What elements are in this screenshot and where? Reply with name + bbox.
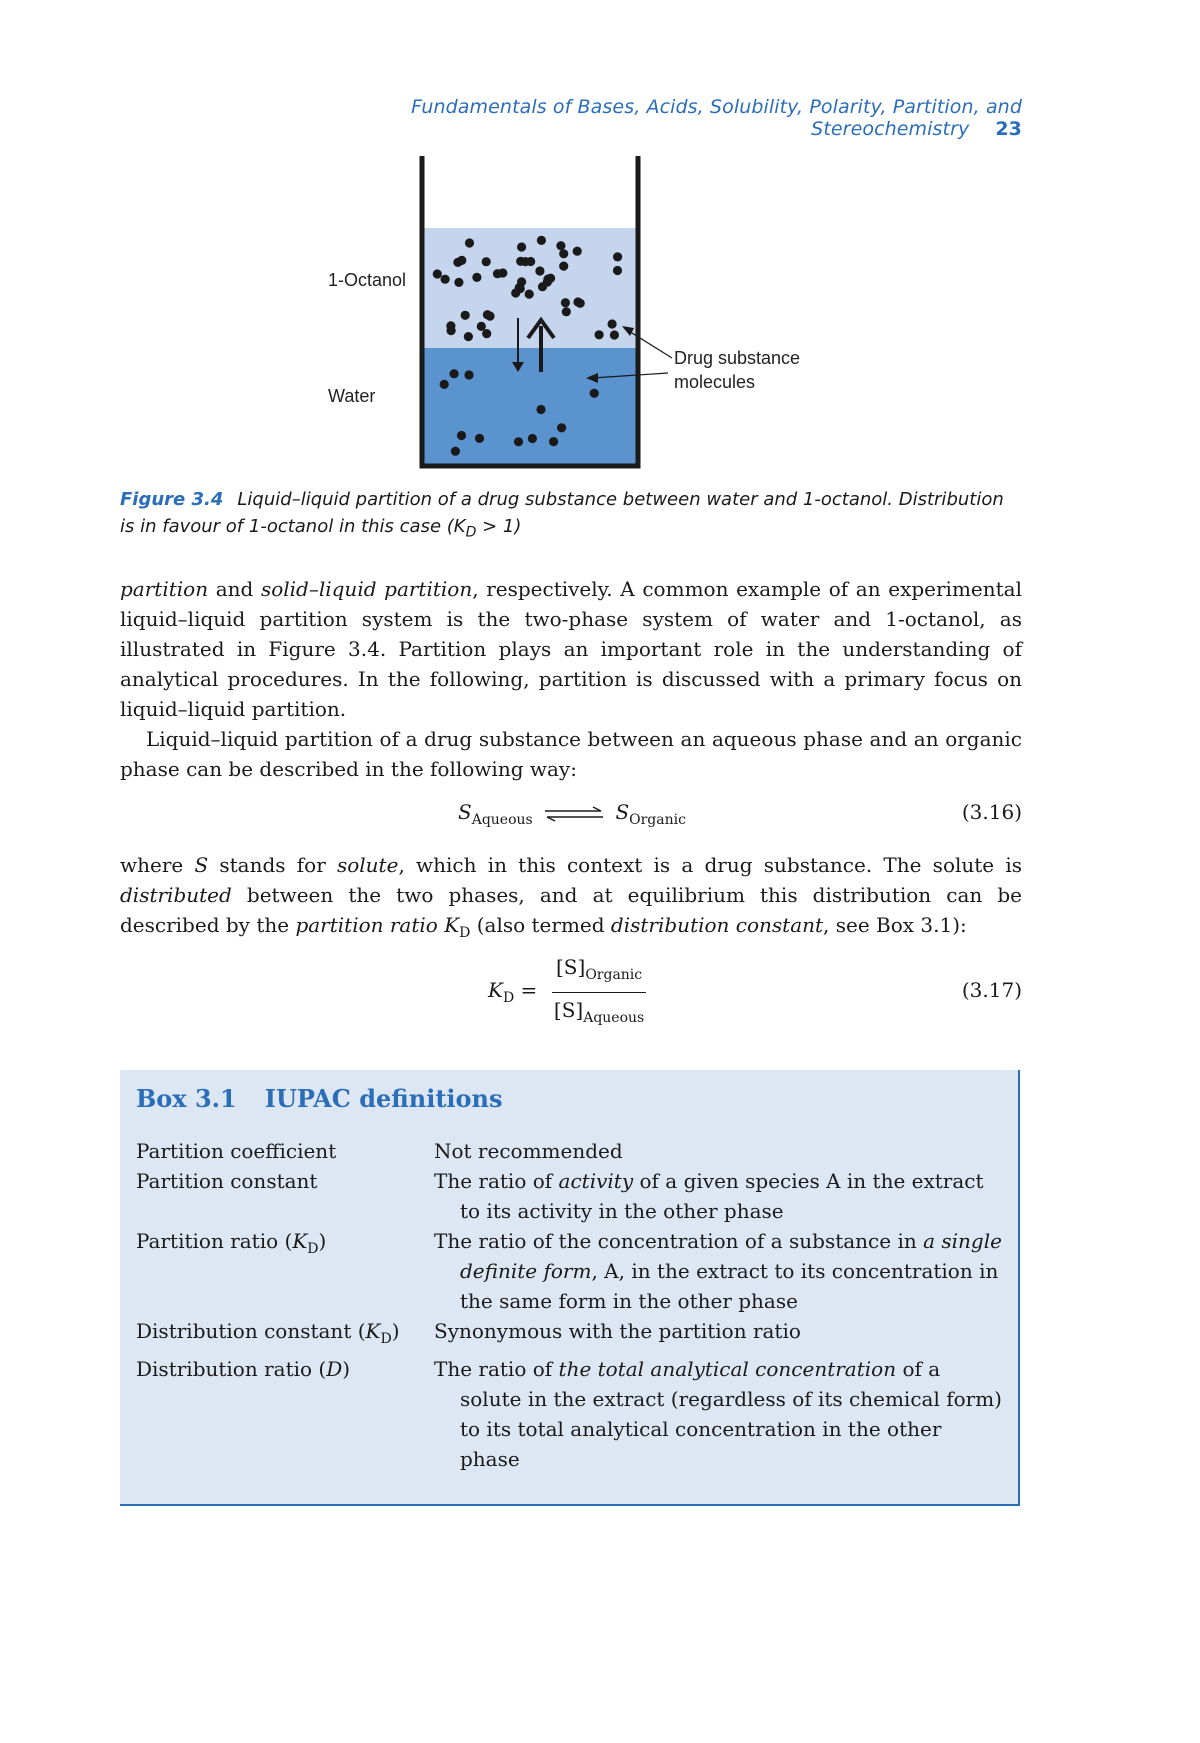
p3-text-1: where bbox=[120, 853, 195, 877]
eq2-k: K bbox=[488, 978, 503, 1002]
p3-text-5: (also termed bbox=[470, 913, 611, 937]
def-text: The ratio of bbox=[434, 1357, 559, 1381]
eq2-number: (3.17) bbox=[961, 978, 1022, 1002]
box-heading: IUPAC definitions bbox=[264, 1084, 503, 1113]
drug-molecule bbox=[482, 257, 491, 266]
drug-molecule bbox=[559, 262, 568, 271]
drug-molecule bbox=[440, 380, 449, 389]
drug-molecule bbox=[464, 332, 473, 341]
eq1-s-left: S bbox=[458, 800, 472, 824]
term-sub: D bbox=[380, 1331, 392, 1347]
definition-desc bbox=[434, 1226, 1006, 1316]
def-em: the total analytical concentration bbox=[558, 1357, 897, 1381]
drug-molecule bbox=[608, 319, 617, 328]
drug-molecule bbox=[613, 266, 622, 275]
drug-molecule bbox=[556, 241, 565, 250]
drug-molecule bbox=[517, 277, 526, 286]
box-3-1 bbox=[120, 1070, 1020, 1506]
drug-molecule bbox=[454, 278, 463, 287]
drug-molecule bbox=[535, 266, 544, 275]
p3-text-2: stands for bbox=[208, 853, 337, 877]
def-text: , A, in the extract to its concentration in the same form in the other phase bbox=[460, 1259, 999, 1313]
drug-molecule bbox=[537, 236, 546, 245]
term-var: K bbox=[292, 1229, 308, 1253]
caption-text: Liquid–liquid partition of a drug substance between water and 1-octanol. Distribution is in favour of 1-octanol in this case (K bbox=[120, 489, 1004, 537]
eq2-num-s: [S] bbox=[556, 955, 586, 979]
label-drug-line1: Drug substance bbox=[674, 348, 801, 368]
term-var: D bbox=[326, 1357, 343, 1381]
drug-molecule bbox=[613, 252, 622, 261]
octanol-phase bbox=[424, 228, 636, 348]
drug-molecule bbox=[517, 242, 526, 251]
caption-sub: D bbox=[465, 524, 477, 541]
paragraph-2: Liquid–liquid partition of a drug substance between an aqueous phase and an organic phase can be described in the following way: bbox=[120, 727, 1022, 781]
drug-molecule bbox=[475, 434, 484, 443]
paragraph-3 bbox=[120, 850, 1022, 948]
drug-molecule bbox=[557, 423, 566, 432]
definition-desc: Synonymous with the partition ratio bbox=[434, 1319, 801, 1343]
eq2-num-sub: Organic bbox=[585, 967, 643, 983]
definition-term: Partition constant bbox=[136, 1169, 318, 1193]
drug-molecule bbox=[514, 437, 523, 446]
drug-molecule bbox=[536, 405, 545, 414]
eq2-k-sub: D bbox=[502, 990, 515, 1006]
definition-desc: Not recommended bbox=[434, 1139, 623, 1163]
definitions-table bbox=[136, 1136, 1006, 1474]
drug-molecule bbox=[461, 311, 470, 320]
definition-term: Partition coefficient bbox=[136, 1139, 337, 1163]
drug-molecule bbox=[472, 273, 481, 282]
eq2-lhs bbox=[488, 978, 537, 1006]
eq1-expression bbox=[458, 800, 686, 828]
p1-text-1: and bbox=[208, 577, 261, 601]
drug-molecule bbox=[610, 330, 619, 339]
drug-molecule bbox=[450, 369, 459, 378]
drug-molecule bbox=[543, 278, 552, 287]
p3-text-4: between the two phases, and at equilibrium this distribution can be described by the bbox=[120, 883, 1022, 937]
p3-em-solute: solute bbox=[336, 853, 399, 877]
p3-em-distribution-constant: distribution constant bbox=[610, 913, 824, 937]
term-end: ) bbox=[391, 1319, 400, 1343]
definition-term bbox=[136, 1354, 434, 1474]
drug-molecule bbox=[562, 307, 571, 316]
drug-molecule bbox=[493, 269, 502, 278]
drug-molecule bbox=[573, 247, 582, 256]
p1-text-2: , respectively. A common example of an experimental liquid–liquid partition system is the two-phase system of water and 1-octanol, as illustrated in Figure 3.4. Partition plays an important role in the understanding of analytical procedures. In the following, partition is discussed with a primary focus on liquid–liquid partition. bbox=[120, 577, 1022, 721]
term-sub: D bbox=[307, 1241, 319, 1257]
drug-molecule bbox=[482, 329, 491, 338]
p3-text-6: , see Box 3.1): bbox=[823, 913, 967, 937]
definition-desc bbox=[434, 1166, 1006, 1226]
partition-figure bbox=[0, 0, 1200, 480]
drug-molecule bbox=[595, 330, 604, 339]
figure-caption bbox=[120, 486, 1022, 547]
drug-molecule bbox=[525, 290, 534, 299]
definition-term bbox=[136, 1316, 434, 1354]
drug-molecule bbox=[433, 269, 442, 278]
term-text: Partition ratio ( bbox=[136, 1229, 293, 1253]
def-em: activity bbox=[558, 1169, 634, 1193]
label-octanol: 1-Octanol bbox=[328, 270, 407, 290]
term-var: K bbox=[365, 1319, 381, 1343]
drug-molecule bbox=[464, 370, 473, 379]
drug-molecule bbox=[447, 326, 456, 335]
p1-em-2: solid–liquid partition bbox=[260, 577, 473, 601]
p3-sub-d: D bbox=[459, 925, 471, 941]
drug-molecule bbox=[528, 434, 537, 443]
water-phase bbox=[424, 348, 636, 464]
term-text: Distribution ratio ( bbox=[136, 1357, 327, 1381]
running-head-title: Fundamentals of Bases, Acids, Solubility, Polarity, Partition, and Stereochemistry bbox=[411, 96, 1022, 140]
definition-row bbox=[136, 1226, 1006, 1316]
eq1-sub-left: Aqueous bbox=[471, 812, 533, 828]
eq2-fraction bbox=[552, 950, 646, 1035]
eq2-equals: = bbox=[520, 978, 538, 1002]
definition-term bbox=[136, 1226, 434, 1316]
eq2-denominator bbox=[552, 993, 646, 1035]
equilibrium-arrow-icon bbox=[543, 806, 605, 822]
box-number: Box 3.1 bbox=[136, 1084, 237, 1113]
p3-em-partition-ratio: partition ratio K bbox=[295, 913, 460, 937]
p3-text-3: , which in this context is a drug substance. The solute is bbox=[398, 853, 1023, 877]
caption-text-end: > 1) bbox=[476, 516, 522, 537]
label-drug-line2: molecules bbox=[674, 372, 756, 392]
page-number: 23 bbox=[995, 118, 1022, 140]
term-end: ) bbox=[318, 1229, 327, 1253]
definition-row bbox=[136, 1316, 1006, 1354]
eq1-s-right: S bbox=[615, 800, 630, 824]
term-text: Distribution constant ( bbox=[136, 1319, 366, 1343]
def-text: of a solute in the extract (regardless of its chemical form) to its total analytical concentration in the other phase bbox=[460, 1357, 1002, 1471]
definition-desc bbox=[434, 1354, 1006, 1474]
eq2-den-sub: Aqueous bbox=[583, 1010, 645, 1026]
eq2-numerator bbox=[552, 950, 646, 993]
definition-row bbox=[136, 1354, 1006, 1474]
box-title bbox=[136, 1084, 503, 1113]
drug-molecule bbox=[483, 310, 492, 319]
drug-molecule bbox=[465, 238, 474, 247]
drug-molecule bbox=[451, 447, 460, 456]
def-text: The ratio of the concentration of a substance in bbox=[434, 1229, 924, 1253]
label-water: Water bbox=[328, 386, 376, 406]
figure-number: Figure 3.4 bbox=[120, 489, 224, 510]
def-text: of a given species A in the extract to its activity in the other phase bbox=[460, 1169, 984, 1223]
eq1-sub-right: Organic bbox=[629, 812, 686, 828]
drug-molecule bbox=[441, 275, 450, 284]
drug-molecule bbox=[561, 298, 570, 307]
term-end: ) bbox=[342, 1357, 351, 1381]
drug-molecule bbox=[457, 256, 466, 265]
p1-em-1: partition bbox=[120, 577, 209, 601]
eq1-number: (3.16) bbox=[961, 800, 1022, 824]
definition-row bbox=[136, 1136, 1006, 1166]
def-text: The ratio of bbox=[434, 1169, 559, 1193]
equation-3-17 bbox=[120, 950, 1022, 1030]
equation-3-16 bbox=[120, 800, 1022, 832]
def-em: a single definite form bbox=[460, 1229, 1002, 1283]
drug-molecule bbox=[549, 437, 558, 446]
paragraph-1 bbox=[120, 574, 1022, 724]
drug-molecule bbox=[559, 249, 568, 258]
drug-molecule bbox=[590, 389, 599, 398]
eq2-den-s: [S] bbox=[553, 998, 584, 1022]
p3-em-distributed: distributed bbox=[120, 883, 232, 907]
p3-em-s: S bbox=[194, 853, 209, 877]
drug-molecule bbox=[521, 257, 530, 266]
drug-molecule bbox=[457, 431, 466, 440]
drug-molecule bbox=[573, 297, 582, 306]
definition-row bbox=[136, 1166, 1006, 1226]
